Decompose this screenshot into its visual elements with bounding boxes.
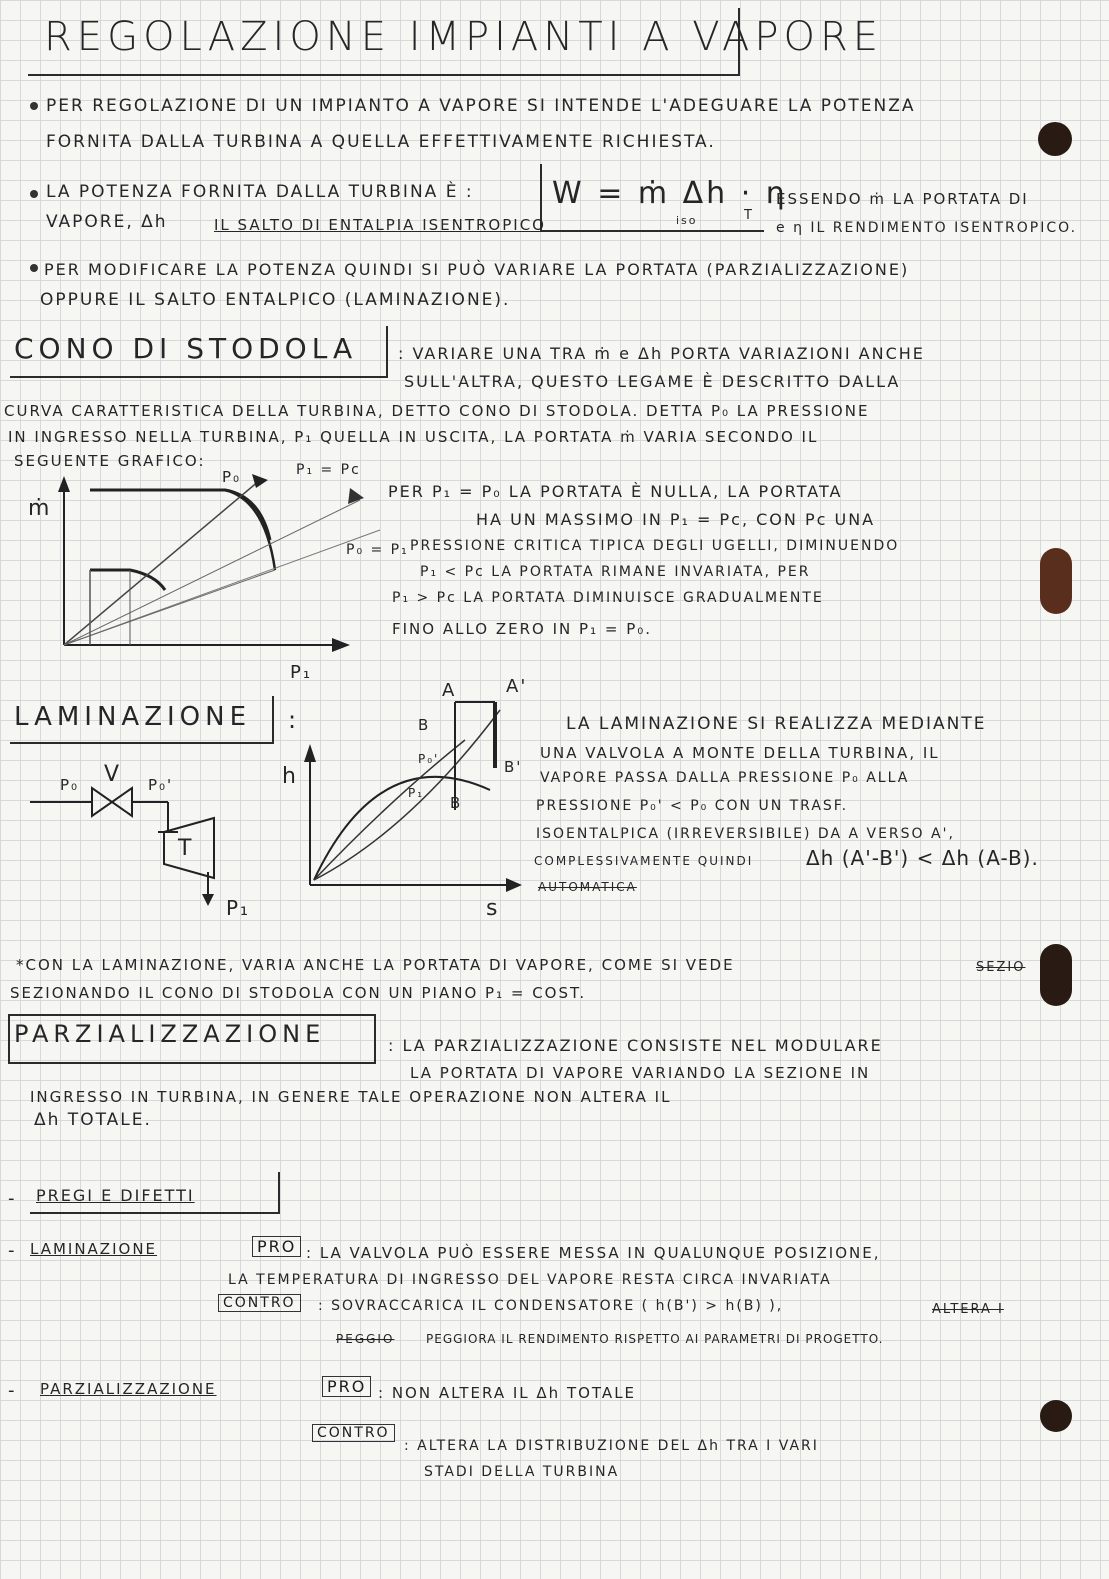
punch-hole bbox=[1038, 122, 1072, 156]
lam-contro-l1: : SOVRACCARICA IL CONDENSATORE ( h(B') > h(B) ), bbox=[318, 1298, 784, 1314]
dash: - bbox=[8, 1380, 17, 1401]
laminazione-t6: COMPLESSIVAMENTE QUINDI bbox=[534, 854, 754, 868]
intro-b2-r1: ESSENDO ṁ LA PORTATA DI bbox=[776, 190, 1029, 208]
intro-b3-l2: OPPURE IL SALTO ENTALPICO (LAMINAZIONE). bbox=[40, 290, 511, 310]
intro-b2-r2: e η IL RENDIMENTO ISENTROPICO. bbox=[776, 220, 1078, 236]
hs-s-axis: s bbox=[486, 896, 500, 921]
stodola-x-axis: P₁ bbox=[290, 662, 313, 683]
laminazione-t6b: Δh (A'-B') < Δh (A-B). bbox=[806, 846, 1039, 870]
intro-b3-l1: PER MODIFICARE LA POTENZA QUINDI SI PUÒ VARIARE LA PORTATA (PARZIALIZZAZIONE) bbox=[44, 260, 910, 279]
lam-contro-l2: PEGGIORA IL RENDIMENTO RISPETTO AI PARAMETRI DI PROGETTO. bbox=[426, 1332, 884, 1346]
valve-p0p: P₀' bbox=[148, 776, 174, 794]
parz-heading: PARZIALIZZAZIONE bbox=[14, 1020, 326, 1048]
stodola-heading: CONO DI STODOLA bbox=[14, 332, 358, 365]
intro-b2-l1: LA POTENZA FORNITA DALLA TURBINA È : bbox=[46, 182, 474, 202]
punch-hole bbox=[1040, 548, 1072, 614]
intro-b1-l2: FORNITA DALLA TURBINA A QUELLA EFFETTIVAMENTE RICHIESTA. bbox=[46, 132, 716, 152]
laminazione-t1: LA LAMINAZIONE SI REALIZZA MEDIANTE bbox=[566, 714, 987, 734]
hs-p1: P₁ bbox=[408, 786, 425, 800]
stodola-y-axis: ṁ bbox=[28, 496, 52, 521]
stodola-l4: IN INGRESSO NELLA TURBINA, P₁ QUELLA IN USCITA, LA PORTATA ṁ VARIA SECONDO IL bbox=[8, 428, 819, 446]
valve-p0: P₀ bbox=[60, 776, 80, 794]
laminazione-t4: PRESSIONE P₀' < P₀ CON UN TRASF. bbox=[536, 798, 849, 814]
contro-tag: CONTRO bbox=[312, 1424, 395, 1442]
laminazione-t7: AUTOMATICA bbox=[538, 880, 637, 894]
laminazione-note-strike: SEZIO bbox=[976, 960, 1026, 975]
formula-subscript-t: T bbox=[744, 208, 754, 223]
stodola-p0-label: P₀ bbox=[222, 468, 242, 486]
pro-tag: PRO bbox=[322, 1376, 371, 1397]
stodola-pc-label: P₁ = Pc bbox=[296, 462, 361, 478]
intro-b2-l2: VAPORE, Δh bbox=[46, 212, 168, 232]
parz-l4: Δh TOTALE. bbox=[34, 1110, 152, 1130]
stodola-r3: PRESSIONE CRITICA TIPICA DEGLI UGELLI, DIMINUENDO bbox=[410, 538, 900, 554]
punch-hole bbox=[1040, 1400, 1072, 1432]
point-A: A bbox=[442, 680, 457, 701]
stodola-graph bbox=[20, 460, 400, 690]
point-R: B bbox=[418, 716, 431, 734]
formula-subscript-iso: iso bbox=[676, 214, 698, 227]
lam-pro-l1: : LA VALVOLA PUÒ ESSERE MESSA IN QUALUNQUE POSIZIONE, bbox=[306, 1244, 881, 1262]
laminazione-note-l1: *CON LA LAMINAZIONE, VARIA ANCHE LA PORTATA DI VAPORE, COME SI VEDE bbox=[16, 956, 735, 974]
turbine-label: T bbox=[178, 836, 194, 861]
hs-h-axis: h bbox=[282, 764, 298, 789]
lam-contro-strike: ALTERA I bbox=[932, 1302, 1004, 1317]
parz-contro-l2: STADI DELLA TURBINA bbox=[424, 1464, 620, 1480]
laminazione-colon: : bbox=[288, 706, 302, 734]
pro-heading: PREGI E DIFETTI bbox=[36, 1186, 195, 1205]
valve-label: V bbox=[104, 762, 122, 787]
laminazione-note-l2: SEZIONANDO IL CONO DI STODOLA CON UN PIANO P₁ = COST. bbox=[10, 984, 587, 1002]
page-title: REGOLAZIONE IMPIANTI A VAPORE bbox=[44, 14, 884, 60]
intro-b1-l1: PER REGOLAZIONE DI UN IMPIANTO A VAPORE SI INTENDE L'ADEGUARE LA POTENZA bbox=[46, 96, 916, 116]
stodola-p0p1-label: P₀ = P₁ bbox=[346, 542, 409, 558]
lam-pro-l2: LA TEMPERATURA DI INGRESSO DEL VAPORE RESTA CIRCA INVARIATA bbox=[228, 1272, 832, 1288]
pro-parz-label: PARZIALIZZAZIONE bbox=[40, 1380, 217, 1398]
turbine-outlet-p1: P₁ bbox=[226, 896, 251, 920]
point-A-prime: A' bbox=[506, 676, 528, 697]
parz-l1: : LA PARZIALIZZAZIONE CONSISTE NEL MODULARE bbox=[388, 1036, 883, 1055]
stodola-r4: P₁ < Pc LA PORTATA RIMANE INVARIATA, PER bbox=[420, 564, 811, 580]
parz-l3: INGRESSO IN TURBINA, IN GENERE TALE OPERAZIONE NON ALTERA IL bbox=[30, 1088, 672, 1106]
point-B-prime: B' bbox=[504, 758, 523, 776]
stodola-r5: P₁ > Pc LA PORTATA DIMINUISCE GRADUALMENTE bbox=[392, 590, 824, 606]
laminazione-t3: VAPORE PASSA DALLA PRESSIONE P₀ ALLA bbox=[540, 770, 910, 786]
bullet bbox=[30, 190, 38, 198]
punch-hole bbox=[1040, 944, 1072, 1006]
laminazione-t2: UNA VALVOLA A MONTE DELLA TURBINA, IL bbox=[540, 744, 940, 762]
lam-contro-strike2: PEGGIO bbox=[336, 1332, 395, 1346]
dash: - bbox=[8, 1240, 17, 1261]
intro-b2-l2b: IL SALTO DI ENTALPIA ISENTROPICO bbox=[214, 216, 546, 234]
stodola-l5: SEGUENTE GRAFICO: bbox=[14, 452, 206, 470]
laminazione-t5: ISOENTALPICA (IRREVERSIBILE) DA A VERSO A', bbox=[536, 826, 955, 842]
parz-pro: : NON ALTERA IL Δh TOTALE bbox=[378, 1384, 637, 1402]
contro-tag: CONTRO bbox=[218, 1294, 301, 1312]
power-formula: W = ṁ Δh · η bbox=[552, 176, 788, 211]
bullet bbox=[30, 264, 38, 272]
hs-p0-prime: P₀' bbox=[418, 752, 440, 766]
stodola-l3: CURVA CARATTERISTICA DELLA TURBINA, DETTO CONO DI STODOLA. DETTA P₀ LA PRESSIONE bbox=[4, 402, 870, 420]
pro-lam-label: LAMINAZIONE bbox=[30, 1240, 158, 1258]
valve-turbine-diagram bbox=[20, 760, 260, 920]
stodola-l1: : VARIARE UNA TRA ṁ e Δh PORTA VARIAZIONI ANCHE bbox=[398, 344, 925, 363]
pro-tag: PRO bbox=[252, 1236, 301, 1257]
parz-l2: LA PORTATA DI VAPORE VARIANDO LA SEZIONE IN bbox=[410, 1064, 871, 1082]
point-B: B bbox=[450, 794, 463, 812]
stodola-r2: HA UN MASSIMO IN P₁ = Pc, CON Pc UNA bbox=[476, 510, 876, 529]
stodola-r6: FINO ALLO ZERO IN P₁ = P₀. bbox=[392, 620, 653, 638]
stodola-r1: PER P₁ = P₀ LA PORTATA È NULLA, LA PORTATA bbox=[388, 482, 843, 501]
stodola-l2: SULL'ALTRA, QUESTO LEGAME È DESCRITTO DALLA bbox=[404, 372, 901, 391]
parz-contro-l1: : ALTERA LA DISTRIBUZIONE DEL Δh TRA I VARI bbox=[404, 1438, 819, 1454]
laminazione-heading: LAMINAZIONE bbox=[14, 702, 252, 732]
bullet bbox=[30, 102, 38, 110]
dash: - bbox=[8, 1188, 17, 1209]
